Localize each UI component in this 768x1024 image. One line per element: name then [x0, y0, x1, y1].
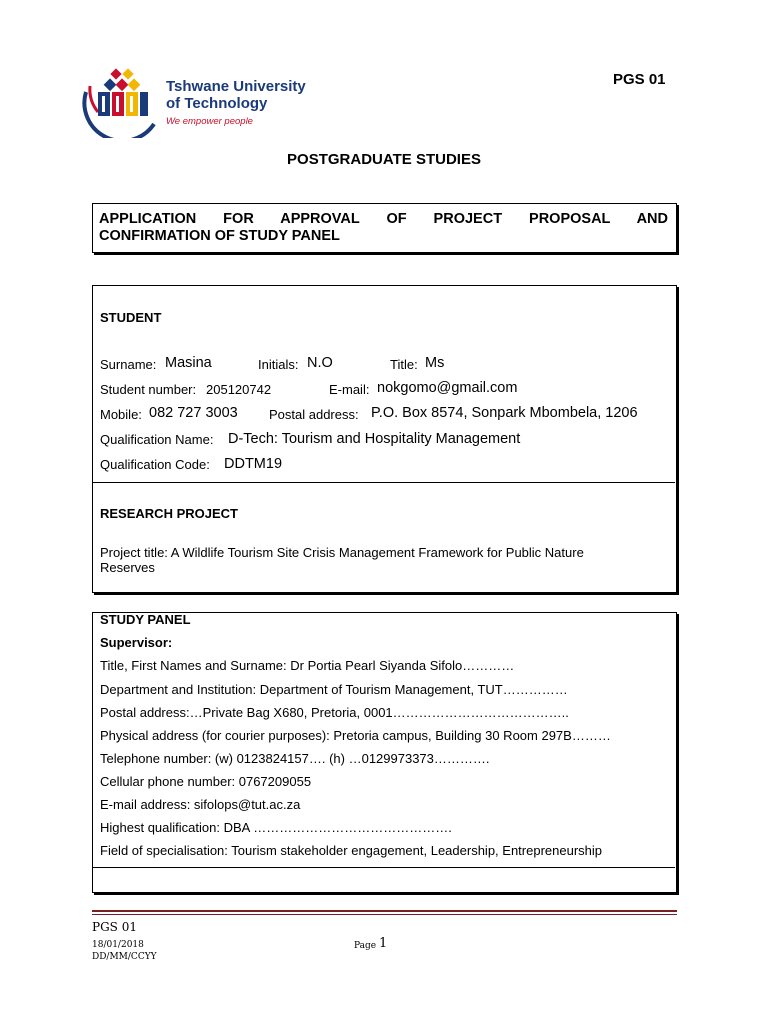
department-line: Department and Institution: Department of Tourism Management, TUT…………… — [100, 682, 568, 697]
mobile-label: Mobile: — [100, 407, 142, 422]
page-title: POSTGRADUATE STUDIES — [287, 151, 481, 168]
student-number-label: Student number: — [100, 382, 197, 397]
telephone-line: Telephone number: (w) 0123824157…. (h) …0129973373…………. — [100, 751, 490, 766]
postal-address-label: Postal address: — [269, 407, 359, 422]
initials-value: N.O — [307, 355, 333, 371]
postal-address-line: Postal address:…Private Bag X680, Pretoria, 0001………………………………….. — [100, 705, 569, 720]
footer-date: 18/01/2018 — [92, 940, 144, 950]
logo-tagline: We empower people — [166, 116, 253, 127]
form-code: PGS 01 — [613, 71, 666, 88]
specialisation-line: Field of specialisation: Tourism stakeholder engagement, Leadership, Entrepreneurship — [100, 843, 602, 858]
student-number-value: 205120742 — [206, 382, 272, 397]
physical-address-line: Physical address (for courier purposes): Pretoria campus, Building 30 Room 297B……… — [100, 728, 611, 743]
student-section-title: STUDENT — [100, 310, 162, 325]
project-title-line1: Project title: A Wildlife Tourism Site Crisis Management Framework for Public Nature — [100, 545, 584, 560]
logo-name — [166, 78, 306, 112]
panel-divider — [93, 867, 675, 868]
application-title-line1: APPLICATION FOR APPROVAL OF PROJECT PROPOSAL AND — [99, 211, 668, 227]
email-value: nokgomo@gmail.com — [377, 380, 518, 396]
qualification-name-value: D-Tech: Tourism and Hospitality Management — [228, 431, 521, 447]
qualification-code-label: Qualification Code: — [100, 457, 210, 472]
initials-label: Initials: — [258, 357, 299, 372]
surname-label: Surname: — [100, 357, 157, 372]
qualification-code-value: DDTM19 — [224, 456, 283, 472]
email-label: E-mail: — [329, 382, 370, 397]
footer-page-label: Page — [354, 941, 377, 951]
email-address-line: E-mail address: sifolops@tut.ac.za — [100, 797, 301, 812]
application-title-line2: CONFIRMATION OF STUDY PANEL — [99, 228, 340, 244]
postal-address-value: P.O. Box 8574, Sonpark Mbombela, 1206 — [371, 405, 638, 421]
supervisor-name-line: Title, First Names and Surname: Dr Portia Pearl Siyanda Sifolo………… — [100, 658, 515, 673]
logo-name-line1: Tshwane University — [166, 78, 306, 95]
title-value: Ms — [425, 355, 445, 371]
tut-emblem-icon — [82, 66, 166, 138]
qualification-name-label: Qualification Name: — [100, 432, 214, 447]
project-title-line2: Reserves — [100, 560, 155, 575]
cellphone-line: Cellular phone number: 0767209055 — [100, 774, 312, 789]
footer-page-number: 1 — [379, 936, 388, 951]
section-divider — [93, 482, 675, 483]
logo-name-line2: of Technology — [166, 95, 268, 112]
footer-rule — [92, 910, 677, 912]
mobile-value: 082 727 3003 — [149, 405, 238, 421]
research-section-title: RESEARCH PROJECT — [100, 506, 238, 521]
footer-code: PGS 01 — [92, 920, 137, 934]
footer-rule-thin — [92, 914, 677, 915]
study-panel-title: STUDY PANEL — [100, 612, 191, 627]
supervisor-label: Supervisor: — [100, 635, 173, 650]
title-label: Title: — [390, 357, 418, 372]
footer-date-format: DD/MM/CCYY — [92, 952, 157, 962]
surname-value: Masina — [165, 355, 212, 371]
highest-qualification-line: Highest qualification: DBA ………………………………………. — [100, 820, 452, 835]
